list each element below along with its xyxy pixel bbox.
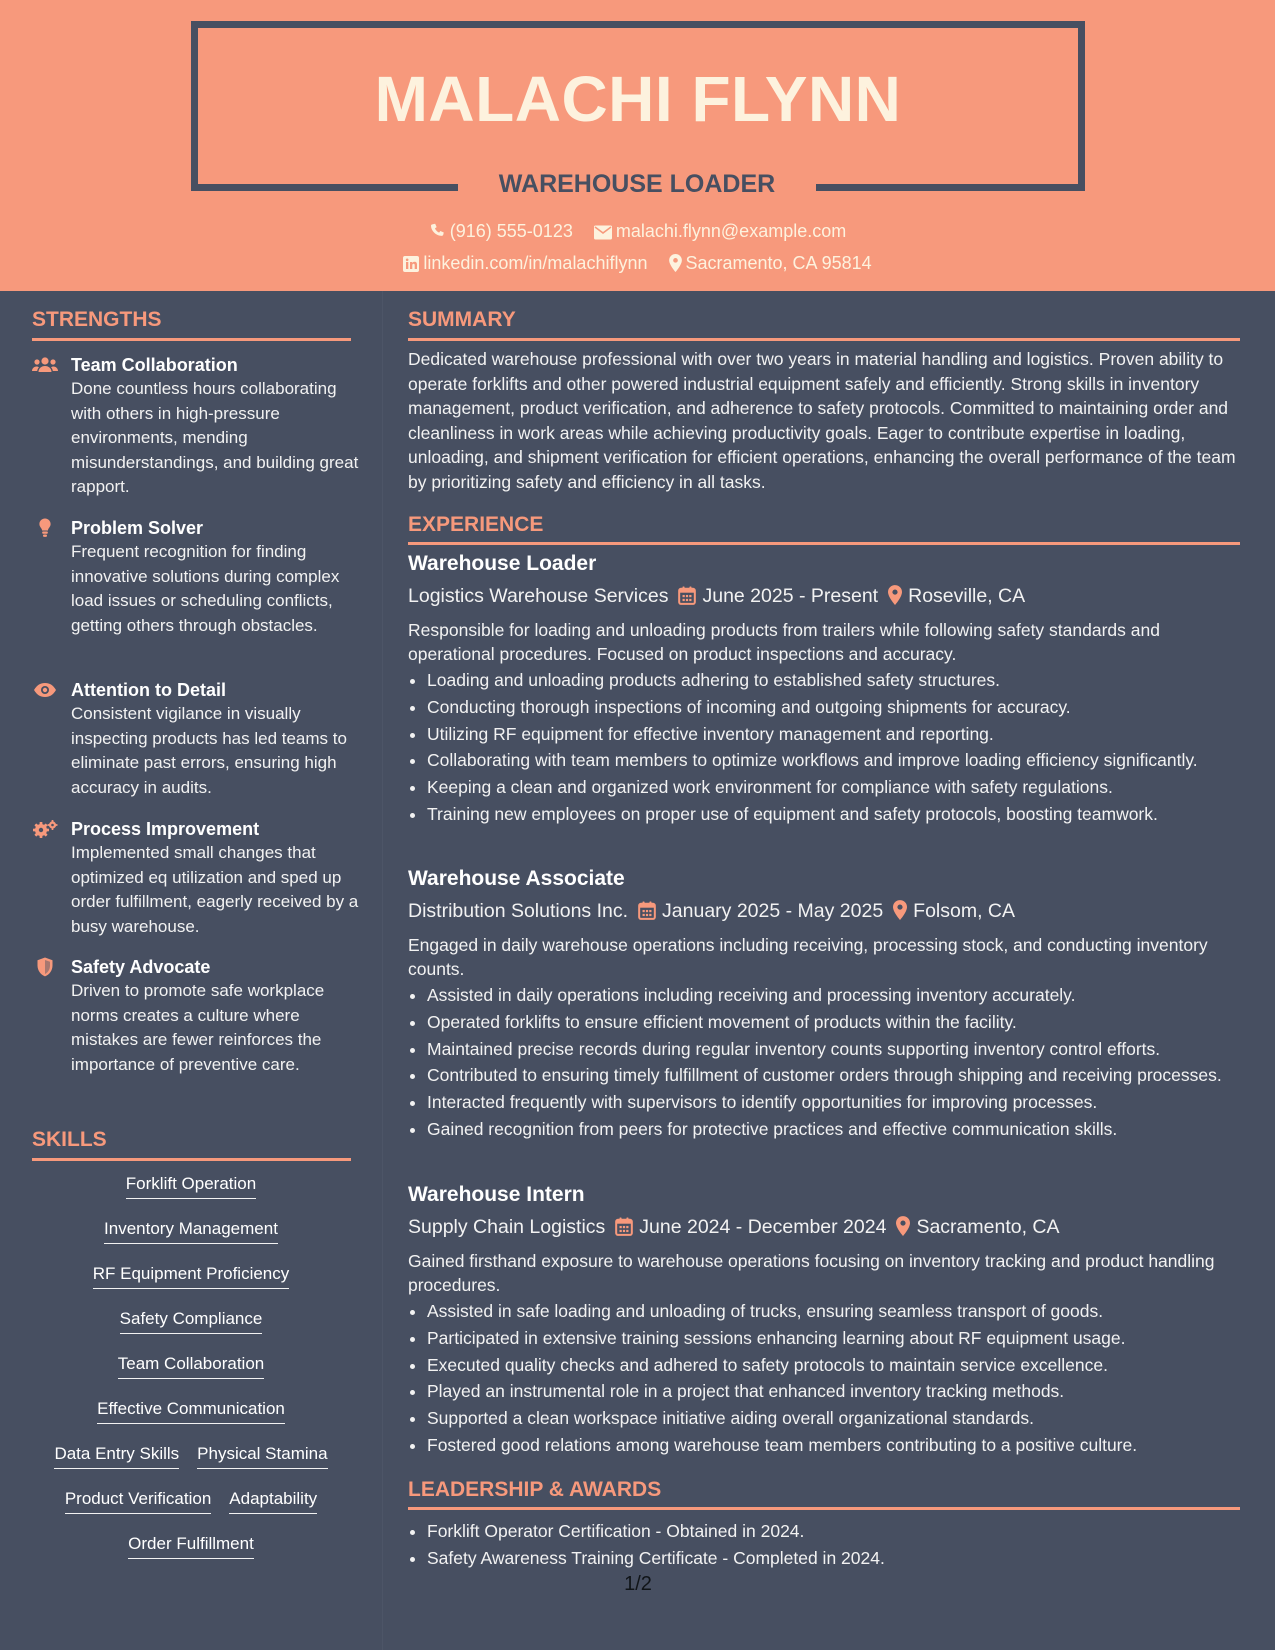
awards-list bbox=[408, 1519, 1240, 1573]
strength-desc: Done countless hours collaborating with others in high-pressure environments, mending misunderstandings, and building great rapport. bbox=[71, 379, 359, 496]
skill-tag: Team Collaboration bbox=[118, 1352, 264, 1379]
calendar-icon bbox=[615, 1217, 633, 1236]
column-divider bbox=[382, 291, 383, 1650]
map-pin-icon bbox=[893, 900, 907, 920]
strength-desc: Driven to promote safe workplace norms creates a culture where mistakes are fewer reinforces the importance of preventive care. bbox=[71, 981, 325, 1074]
job-company: Supply Chain Logistics bbox=[408, 1216, 606, 1238]
job-bullet: • Executed quality checks and adhered to safety protocols to maintain service excellence. bbox=[427, 1353, 1240, 1377]
summary-rule bbox=[408, 338, 1240, 341]
skills-list bbox=[32, 1172, 350, 1577]
strength-title: Process Improvement bbox=[71, 819, 260, 839]
skill-tag: RF Equipment Proficiency bbox=[93, 1262, 290, 1289]
skill-tag: Forklift Operation bbox=[126, 1172, 256, 1199]
contact-linkedin[interactable] bbox=[403, 251, 647, 275]
award-item: • Forklift Operator Certification - Obtained in 2024. bbox=[427, 1519, 1240, 1543]
job-bullet: • Assisted in safe loading and unloading of trucks, ensuring seamless transport of goods. bbox=[427, 1299, 1240, 1323]
strength-title: Attention to Detail bbox=[71, 680, 226, 700]
job-bullet: • Played an instrumental role in a project that enhanced inventory tracking methods. bbox=[427, 1379, 1240, 1403]
job-bullet: • Interacted frequently with supervisors to identify opportunities for improving processes. bbox=[427, 1090, 1240, 1114]
job-bullet: • Fostered good relations among warehouse team members contributing to a positive culture. bbox=[427, 1433, 1240, 1457]
skills-heading: SKILLS bbox=[32, 1128, 107, 1151]
skill-tag: Adaptability bbox=[229, 1487, 317, 1514]
contact-email[interactable] bbox=[594, 219, 846, 243]
calendar-icon bbox=[638, 901, 656, 920]
contact-row-2 bbox=[0, 251, 1275, 275]
calendar-icon bbox=[678, 586, 696, 605]
job-bullet: • Contributed to ensuring timely fulfillment of customer orders through shipping and receiving processes. bbox=[427, 1063, 1240, 1087]
strength-title: Problem Solver bbox=[71, 518, 204, 538]
map-pin-icon bbox=[669, 254, 682, 272]
header-banner bbox=[0, 0, 1275, 291]
awards-heading: LEADERSHIP & AWARDS bbox=[408, 1478, 662, 1501]
gears-icon bbox=[32, 819, 58, 839]
job-title-wrap bbox=[458, 164, 816, 204]
job-title: Warehouse Loader bbox=[408, 552, 597, 575]
job-meta bbox=[408, 1214, 1060, 1240]
skill-tag: Data Entry Skills bbox=[54, 1442, 179, 1469]
skill-tag: Inventory Management bbox=[104, 1217, 278, 1244]
summary-text: Dedicated warehouse professional with over two years in material handling and logistics. Proven ability to operate forklifts and other powered industrial equipment safely and efficiently. Strong skills in inventory management, product verification, and adherence to safety protocols. Committed to maintaining order and cleanliness in work areas while achieving productivity goals. Eager to contribute expertise in loading, unloading, and shipment verification for efficient operations, enhancing the overall performance of the team by prioritizing safety and efficiency in all tasks. bbox=[408, 349, 1236, 492]
job-location: Roseville, CA bbox=[908, 585, 1026, 607]
phone-text: (916) 555-0123 bbox=[449, 221, 573, 241]
skill-tag: Effective Communication bbox=[97, 1397, 285, 1424]
job-bullet: • Supported a clean workspace initiative aiding overall organizational standards. bbox=[427, 1406, 1240, 1430]
skill-tag: Physical Stamina bbox=[197, 1442, 327, 1469]
phone-icon bbox=[429, 223, 446, 240]
job-bullet: • Gained recognition from peers for protective practices and effective communication skills. bbox=[427, 1117, 1240, 1141]
strength-desc: Implemented small changes that optimized eq utilization and sped up order fulfillment, eagerly received by a busy warehouse. bbox=[71, 843, 359, 936]
candidate-name: MALACHI FLYNN bbox=[374, 63, 902, 135]
map-pin-icon bbox=[896, 1216, 910, 1236]
job-company: Logistics Warehouse Services bbox=[408, 585, 669, 607]
job-location: Sacramento, CA bbox=[916, 1216, 1060, 1238]
strengths-heading: STRENGTHS bbox=[32, 308, 162, 331]
job-bullet: • Loading and unloading products adhering to established safety structures. bbox=[427, 668, 1240, 692]
job-bullet: • Utilizing RF equipment for effective inventory management and reporting. bbox=[427, 722, 1240, 746]
job-title: Warehouse Associate bbox=[408, 867, 625, 890]
lightbulb-icon bbox=[32, 518, 58, 538]
linkedin-text: linkedin.com/in/malachiflynn bbox=[423, 253, 648, 273]
experience-heading: EXPERIENCE bbox=[408, 513, 544, 536]
job-bullet: • Conducting thorough inspections of incoming and outgoing shipments for accuracy. bbox=[427, 695, 1240, 719]
job-desc: Engaged in daily warehouse operations including receiving, processing stock, and conducting inventory counts. bbox=[408, 935, 1208, 979]
job-meta bbox=[408, 583, 1025, 609]
job-meta bbox=[408, 898, 1015, 924]
strength-desc: Frequent recognition for finding innovative solutions during complex load issues or scheduling conflicts, getting others through obstacles. bbox=[71, 542, 340, 635]
users-icon bbox=[32, 355, 58, 375]
contact-location bbox=[669, 251, 872, 275]
award-item: • Safety Awareness Training Certificate - Completed in 2024. bbox=[427, 1546, 1240, 1570]
job-bullet: • Participated in extensive training sessions enhancing learning about RF equipment usage. bbox=[427, 1326, 1240, 1350]
job-title: Warehouse Intern bbox=[408, 1183, 585, 1206]
email-text: malachi.flynn@example.com bbox=[615, 221, 847, 241]
strengths-rule bbox=[32, 338, 351, 341]
contact-row-1 bbox=[0, 219, 1275, 243]
job-bullet: • Assisted in daily operations including receiving and processing inventory accurately. bbox=[427, 983, 1240, 1007]
location-text: Sacramento, CA 95814 bbox=[685, 253, 872, 273]
job-company: Distribution Solutions Inc. bbox=[408, 900, 629, 922]
job-bullet: • Training new employees on proper use of equipment and safety protocols, boosting teamwork. bbox=[427, 802, 1240, 826]
job-desc: Responsible for loading and unloading products from trailers while following safety standards and operational procedures. Focused on product inspections and accuracy. bbox=[408, 620, 1160, 664]
skills-rule bbox=[32, 1158, 351, 1161]
skill-tag: Product Verification bbox=[65, 1487, 211, 1514]
skill-tag: Safety Compliance bbox=[120, 1307, 263, 1334]
strength-title: Team Collaboration bbox=[71, 355, 238, 375]
job-bullets bbox=[408, 1299, 1240, 1460]
job-location: Folsom, CA bbox=[913, 900, 1016, 922]
job-dates: June 2024 - December 2024 bbox=[639, 1216, 887, 1238]
job-bullets bbox=[408, 668, 1240, 829]
contact-phone[interactable] bbox=[429, 219, 573, 243]
skill-tag: Order Fulfillment bbox=[128, 1532, 254, 1559]
job-bullets bbox=[408, 983, 1240, 1144]
shield-icon bbox=[32, 957, 58, 977]
awards-rule bbox=[408, 1507, 1240, 1510]
page-number: 1/2 bbox=[624, 1573, 652, 1595]
summary-heading: SUMMARY bbox=[408, 308, 516, 331]
job-desc: Gained firsthand exposure to warehouse operations focusing on inventory tracking and product handling procedures. bbox=[408, 1251, 1215, 1295]
job-bullet: • Keeping a clean and organized work environment for compliance with safety regulations. bbox=[427, 775, 1240, 799]
envelope-icon bbox=[594, 225, 612, 240]
job-bullet: • Operated forklifts to ensure efficient movement of products within the facility. bbox=[427, 1010, 1240, 1034]
job-bullet: • Collaborating with team members to optimize workflows and improve loading efficiency significantly. bbox=[427, 748, 1240, 772]
job-dates: June 2025 - Present bbox=[702, 585, 879, 607]
experience-rule bbox=[408, 542, 1240, 545]
job-dates: January 2025 - May 2025 bbox=[662, 900, 884, 922]
candidate-title: WAREHOUSE LOADER bbox=[498, 170, 776, 198]
eye-icon bbox=[32, 680, 58, 700]
linkedin-icon bbox=[403, 256, 419, 272]
strength-title: Safety Advocate bbox=[71, 957, 211, 977]
job-bullet: • Maintained precise records during regular inventory counts supporting inventory control efforts. bbox=[427, 1037, 1240, 1061]
map-pin-icon bbox=[888, 585, 902, 605]
strength-desc: Consistent vigilance in visually inspecting products has led teams to eliminate past errors, ensuring high accuracy in audits. bbox=[71, 704, 347, 797]
